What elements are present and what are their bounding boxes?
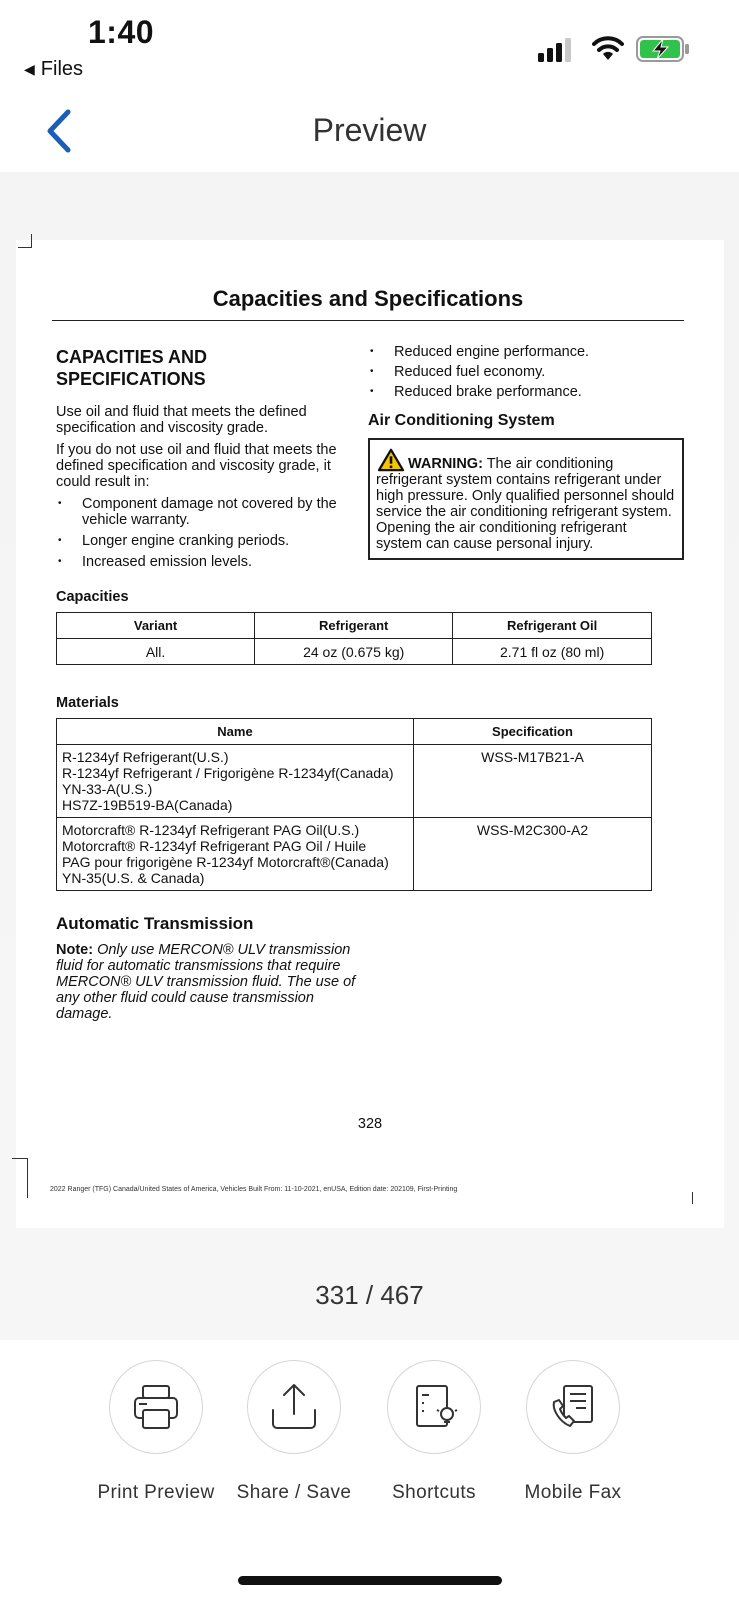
warning-triangle-icon	[376, 448, 406, 472]
table-header: Name	[57, 719, 414, 745]
list-item: • Reduced brake performance.	[368, 384, 684, 400]
warning-label: WARNING:	[408, 456, 483, 472]
material-line: Motorcraft® R-1234yf Refrigerant PAG Oil(U.S.)	[62, 822, 360, 838]
capacities-label: Capacities	[56, 589, 129, 605]
shortcuts-button[interactable]	[364, 1360, 504, 1504]
shortcuts-label: Shortcuts	[392, 1482, 476, 1503]
list-item: • Increased emission levels.	[56, 554, 346, 570]
table-cell: All.	[57, 639, 255, 665]
share-button-circle[interactable]	[247, 1360, 341, 1454]
print-preview-button[interactable]	[86, 1360, 226, 1504]
material-name-cell	[57, 818, 414, 891]
shortcuts-button-circle[interactable]	[387, 1360, 481, 1454]
print-button-circle[interactable]	[109, 1360, 203, 1454]
paragraph: Use oil and fluid that meets the defined specification and viscosity grade.	[56, 404, 307, 436]
back-triangle-icon: ◀	[24, 61, 35, 77]
material-line: R-1234yf Refrigerant / Frigorigène R-1234yf(Canada)	[62, 765, 394, 781]
bottom-toolbar	[0, 1340, 739, 1600]
material-line: R-1234yf Refrigerant(U.S.)	[62, 749, 229, 765]
table-header: Refrigerant Oil	[453, 613, 652, 639]
warning-box	[368, 438, 684, 560]
transmission-note	[56, 942, 356, 1022]
table-header: Specification	[414, 719, 652, 745]
material-spec-cell: WSS-M2C300-A2	[414, 818, 652, 891]
page-counter: 331 / 467	[315, 1280, 424, 1310]
bullet-list	[56, 496, 346, 570]
list-item: • Reduced engine performance.	[368, 344, 684, 360]
status-bar	[0, 0, 739, 96]
note-text: Only use MERCON® ULV transmission fluid for automatic transmissions that require MERCON® ULV transmission fluid. The use of any other fluid could cause transmission damage.	[56, 942, 356, 1022]
document-page	[16, 240, 724, 1228]
list-item: • Longer engine cranking periods.	[56, 533, 346, 549]
title-rule	[52, 320, 684, 321]
ac-heading: Air Conditioning System	[368, 412, 555, 429]
paragraph: If you do not use oil and fluid that meets the defined specification and viscosity grade, it could result in:	[56, 442, 337, 490]
wifi-icon	[592, 34, 624, 62]
crop-mark	[12, 1158, 28, 1198]
table-cell: 2.71 fl oz (80 ml)	[453, 639, 652, 665]
right-column	[368, 344, 684, 560]
auto-transmission-heading: Automatic Transmission	[56, 914, 254, 933]
back-app-label: Files	[40, 58, 84, 80]
material-name-cell	[57, 745, 414, 818]
fax-button-circle[interactable]	[526, 1360, 620, 1454]
clock: 1:40	[88, 14, 155, 50]
material-line: HS7Z-19B519-BA(Canada)	[62, 797, 233, 813]
material-spec-cell: WSS-M17B21-A	[414, 745, 652, 818]
material-line: Motorcraft® R-1234yf Refrigerant PAG Oil / Huile	[62, 838, 367, 854]
capacities-table	[56, 612, 652, 665]
home-indicator[interactable]	[238, 1576, 502, 1585]
page-title: Preview	[312, 112, 427, 148]
document-viewer[interactable]	[0, 172, 739, 1340]
material-line: PAG pour frigorigène R-1234yf Motorcraft®(Canada)	[62, 854, 389, 870]
share-icon	[267, 1380, 321, 1434]
navigation-bar	[0, 96, 739, 172]
fax-phone-icon	[546, 1380, 600, 1434]
materials-label: Materials	[56, 695, 119, 711]
share-save-label: Share / Save	[236, 1482, 352, 1503]
battery-charging-icon	[636, 36, 690, 62]
table-row	[57, 639, 652, 665]
share-save-button[interactable]	[224, 1360, 364, 1504]
bullet-list	[368, 344, 684, 400]
page-footer: 2022 Ranger (TFG) Canada/United States of America, Vehicles Built From: 11-10-2021, enUSA, Edition date: 202109, First-Printing	[50, 1186, 458, 1193]
table-row	[57, 745, 652, 818]
print-preview-label: Print Preview	[97, 1482, 215, 1503]
table-cell: 24 oz (0.675 kg)	[255, 639, 453, 665]
back-to-files-link[interactable]	[24, 58, 83, 81]
document-title: Capacities and Specifications	[212, 286, 524, 311]
crop-mark	[18, 234, 32, 248]
table-row	[57, 818, 652, 891]
mobile-fax-button[interactable]	[503, 1360, 643, 1504]
crop-mark	[692, 1192, 693, 1204]
mobile-fax-label: Mobile Fax	[524, 1482, 622, 1503]
table-header: Variant	[57, 613, 255, 639]
left-column	[56, 346, 346, 575]
table-header: Refrigerant	[255, 613, 453, 639]
note-label: Note:	[56, 942, 94, 958]
shortcuts-checklist-icon	[407, 1380, 461, 1434]
material-line: YN-35(U.S. & Canada)	[62, 870, 205, 886]
list-item: • Component damage not covered by the vehicle warranty.	[56, 496, 346, 528]
list-item: • Reduced fuel economy.	[368, 364, 684, 380]
warning-text: The air conditioning refrigerant system contains refrigerant under high pressure. Only qualified personnel should service the air conditioning refrigerant system. Opening the air conditioning refrigerant system can cause personal injury.	[376, 456, 675, 552]
printer-icon	[129, 1380, 183, 1434]
cellular-signal-icon	[538, 38, 574, 62]
materials-table	[56, 718, 652, 891]
section-heading: CAPACITIES AND SPECIFICATIONS	[56, 347, 208, 389]
page-number: 328	[357, 1116, 383, 1132]
material-line: YN-33-A(U.S.)	[62, 781, 153, 797]
